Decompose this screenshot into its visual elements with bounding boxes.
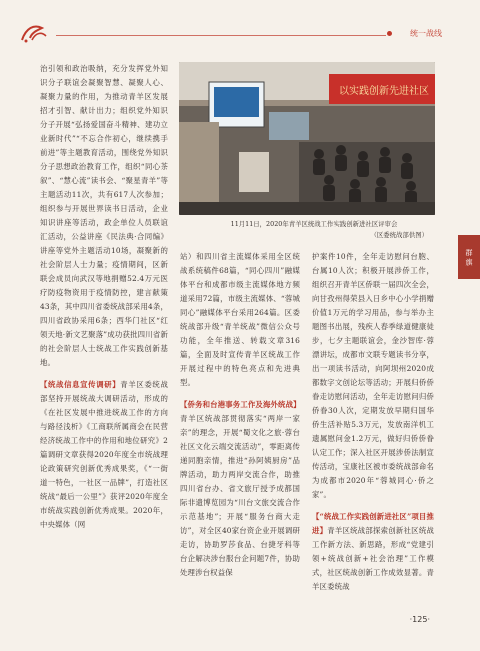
paragraph-text: 青羊区统战部贯彻落实“两岸一家亲”的理念，开展“蜀文化之旅·蓉台社区文化云端交流活动”，零距离传递同胞亲情，推进“孙阿姨厨房”品牌活动，助力两岸交流合作，助推四川省台办、省文旅厅授予成都国际非遗博览园为“川台文旅交流合作示范基地”；开展“服务台商大走访”，对全区40家台资企业开展调研走访，协助罗莎食品、台捷牙科等台企解决涉台服台企问题7件，协助处理涉台权益保	[180, 414, 300, 577]
text-column-2	[180, 250, 300, 580]
paragraph: 治引领和政治吸纳，充分发挥党外知识分子联谊会凝聚智慧、凝聚人心、凝聚力量的作用，为推动青羊区发展招才引智、献计出力；组织党外知识分子开展“弘扬爱国奋斗精神、建功立业新时代”“不忘合作初心，继续携手前进”等主题教育活动，围绕党外知识分子思想政治教育工作，组织“同心茶叙”、“慧心流”读书会、“聚星青羊”等主题活动11次，共有617人次参加；组织参与开展世界读书日活动，企业知识讲座等活动，政企单位人员联谊汇活动，公益讲座《民法典·合同编》讲座等党外主题活动10场，凝聚新的社会阶层人士力量；疫情期间，区新联会成员向武汉等地捐赠52.4万元医疗防疫物资用于疫情防控，建言献策43条，其中四川省委统战部采用4条，四川省政协采用6条；西华门社区“红领天地·新文艺聚落”成功获批四川省新的社会阶层人士统战工作实践创新基地。	[40, 64, 168, 367]
text-column-3	[312, 250, 434, 594]
text-column-1	[40, 62, 168, 532]
paragraph-text: 青羊区统战部探索创新社区统战工作新方法、新思路，形成“党建引领+统战创新+社会治理”工作模式，社区统战创新工作成效显著。青羊区委统战	[312, 526, 434, 591]
meeting-photo	[179, 62, 435, 215]
paragraph	[180, 398, 300, 580]
banner-text: 以实践创新先进社区	[339, 86, 429, 97]
paragraph	[40, 378, 168, 532]
paragraph: 护案件10件，全年走访慰问台胞、台属10人次；积极开展涉侨工作，组织召开青羊区侨联一届四次全会，向甘孜州得荣县入日乡中心小学捐赠价值1万元的学习用品，参与举办主题图书出展，残疾人春季绿道健康徒步，七夕主题联谊会，金沙智库·蓉漂讲坛，成都市文联专题读书分享，出一项读书活动，向阿坝州2020成都数字文创论坛等活动；开展归侨侨眷走访慰问活动，全年走访慰问归侨侨眷30人次，定期发放早期归国华侨生活补贴5.3万元，发放南洋机工遗属慰问金1.2万元，做好归侨侨眷认定工作；深入社区开展涉侨法制宣传活动，宝康社区被市委统战部命名为成都市2020年“蓉城同心·侨之家”。	[312, 252, 434, 499]
page-number: ·125·	[409, 615, 430, 624]
header-dot	[387, 31, 392, 36]
page-header	[0, 0, 480, 46]
paragraph-text: 青羊区委统战部坚持开展统战大调研活动，形成的《在社区发展中推进统战工作的方向与路径浅析》《工商联所属商会在民营经济统战工作中的作用和地位研究》2篇调研文章获得2020年度全市统战理论政策研究创新优秀成果奖，《“一街道一特色，一社区一品牌”，打造社区统战“最后一公里”》获评2020年度全市统战实践创新优秀成果。2020年，中央媒体（网	[40, 380, 168, 529]
caption-text: 11月11日，2020年青羊区统战工作实践创新进社区评审会	[230, 220, 398, 228]
sub-title: 【“统战工作实践创新进社区”项目推进】	[312, 512, 434, 535]
paragraph: 站）和四川省主流媒体采用全区统战系统稿件68篇，“同心四川”融媒体平台和成都市级主流媒体地方频道采用72篇，市级主流媒体、“蓉城同心”融媒体平台采用264篇。区委统战部升级“青羊统战”微信公众号功能，全年推送、转载文章316篇，全面及时宣传青羊区统战工作开展过程中的特色亮点和先进典型。	[180, 252, 300, 387]
sub-title: 【侨务和台港事务工作及海外统战】	[180, 400, 301, 409]
caption-credit: （区委统战部供图）	[370, 231, 428, 239]
meeting-photo-illustration	[179, 62, 435, 215]
photo-caption	[190, 219, 438, 241]
section-label: 统一战线	[410, 29, 442, 38]
ornament-icon	[20, 22, 48, 44]
paragraph	[312, 510, 434, 594]
side-tab[interactable]: 群 旗	[458, 235, 480, 279]
sub-title: 【统战信息宣传调研】	[40, 380, 121, 389]
header-rule	[56, 35, 386, 36]
